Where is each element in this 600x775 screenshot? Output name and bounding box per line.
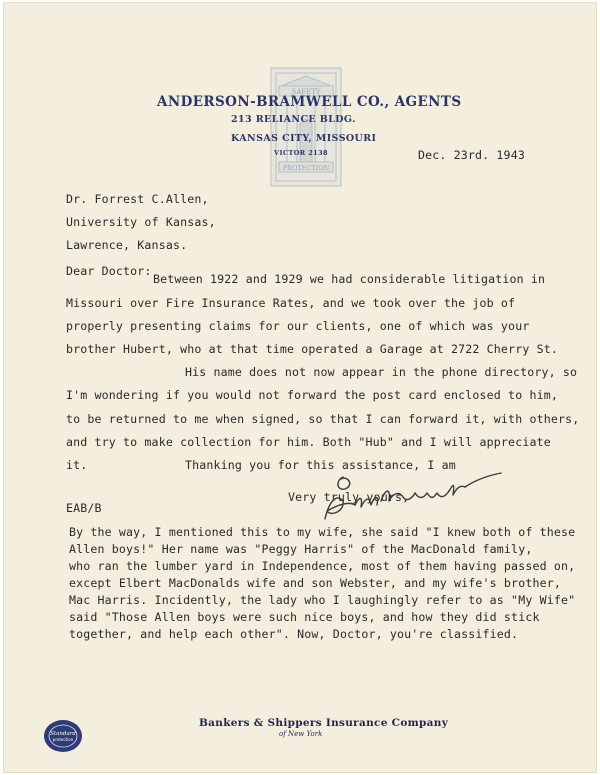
- postscript-line: who ran the lumber yard in Independence, most of them having passed on,: [69, 559, 576, 573]
- standard-protection-seal: [43, 719, 83, 753]
- footer-company: Bankers & Shippers Insurance Company: [199, 717, 449, 729]
- body-line: Between 1922 and 1929 we had considerable litigation in: [153, 272, 546, 286]
- seal-text-top: Standard: [50, 731, 76, 737]
- body-line: and try to make collection for him. Both "Hub" and I will appreciate: [66, 435, 551, 449]
- postscript-line: Allen boys!" Her name was "Peggy Harris" of the MacDonald family,: [69, 542, 533, 556]
- seal-text-bottom: protection: [52, 737, 74, 742]
- body-line: His name does not now appear in the phone directory, so: [185, 365, 578, 379]
- postscript-line: together, and help each other". Now, Doctor, you're classified.: [69, 627, 519, 641]
- postscript-line: except Elbert MacDonalds wife and son Webster, and my wife's brother,: [69, 576, 561, 590]
- signature: [315, 471, 535, 523]
- body-line: it.: [66, 458, 88, 472]
- typist-initials: EAB/B: [66, 501, 102, 515]
- letter-date: Dec. 23rd. 1943: [418, 148, 525, 162]
- body-line: properly presenting claims for our clients, one of which was your: [66, 319, 530, 333]
- postscript-line: Mac Harris. Incidently, the lady who I laughingly refer to as "My Wife": [69, 593, 576, 607]
- body-line: to be returned to me when signed, so that I can forward it, with others,: [66, 412, 580, 426]
- phone-number: VICTOR 2138: [274, 149, 328, 157]
- footer-location: of New York: [279, 730, 323, 738]
- recipient-name: Dr. Forrest C.Allen,: [66, 192, 209, 206]
- postscript-line: By the way, I mentioned this to my wife, she said "I knew both of these: [69, 525, 576, 539]
- body-line: I'm wondering if you would not forward the post card enclosed to him,: [66, 388, 558, 402]
- emblem-top-text: SAFETY: [291, 88, 321, 96]
- recipient-city: Lawrence, Kansas.: [66, 238, 188, 252]
- body-line: Thanking you for this assistance, I am: [185, 458, 456, 472]
- safety-protection-emblem: [257, 64, 355, 190]
- address-line-2: KANSAS CITY, MISSOURI: [231, 133, 377, 144]
- emblem-bottom-text: PROTECTION: [282, 164, 330, 172]
- body-line: brother Hubert, who at that time operated a Garage at 2722 Cherry St.: [66, 342, 558, 356]
- salutation: Dear Doctor:: [66, 264, 152, 278]
- body-line: Missouri over Fire Insurance Rates, and we took over the job of: [66, 296, 516, 310]
- closing: Very truly yours,: [288, 490, 410, 504]
- letter-page: [3, 2, 597, 773]
- agency-name: ANDERSON-BRAMWELL CO., AGENTS: [157, 94, 462, 110]
- recipient-org: University of Kansas,: [66, 215, 216, 229]
- postscript-line: said "Those Allen boys were such nice boys, and how they did stick: [69, 610, 540, 624]
- address-line-1: 213 RELIANCE BLDG.: [231, 114, 356, 125]
